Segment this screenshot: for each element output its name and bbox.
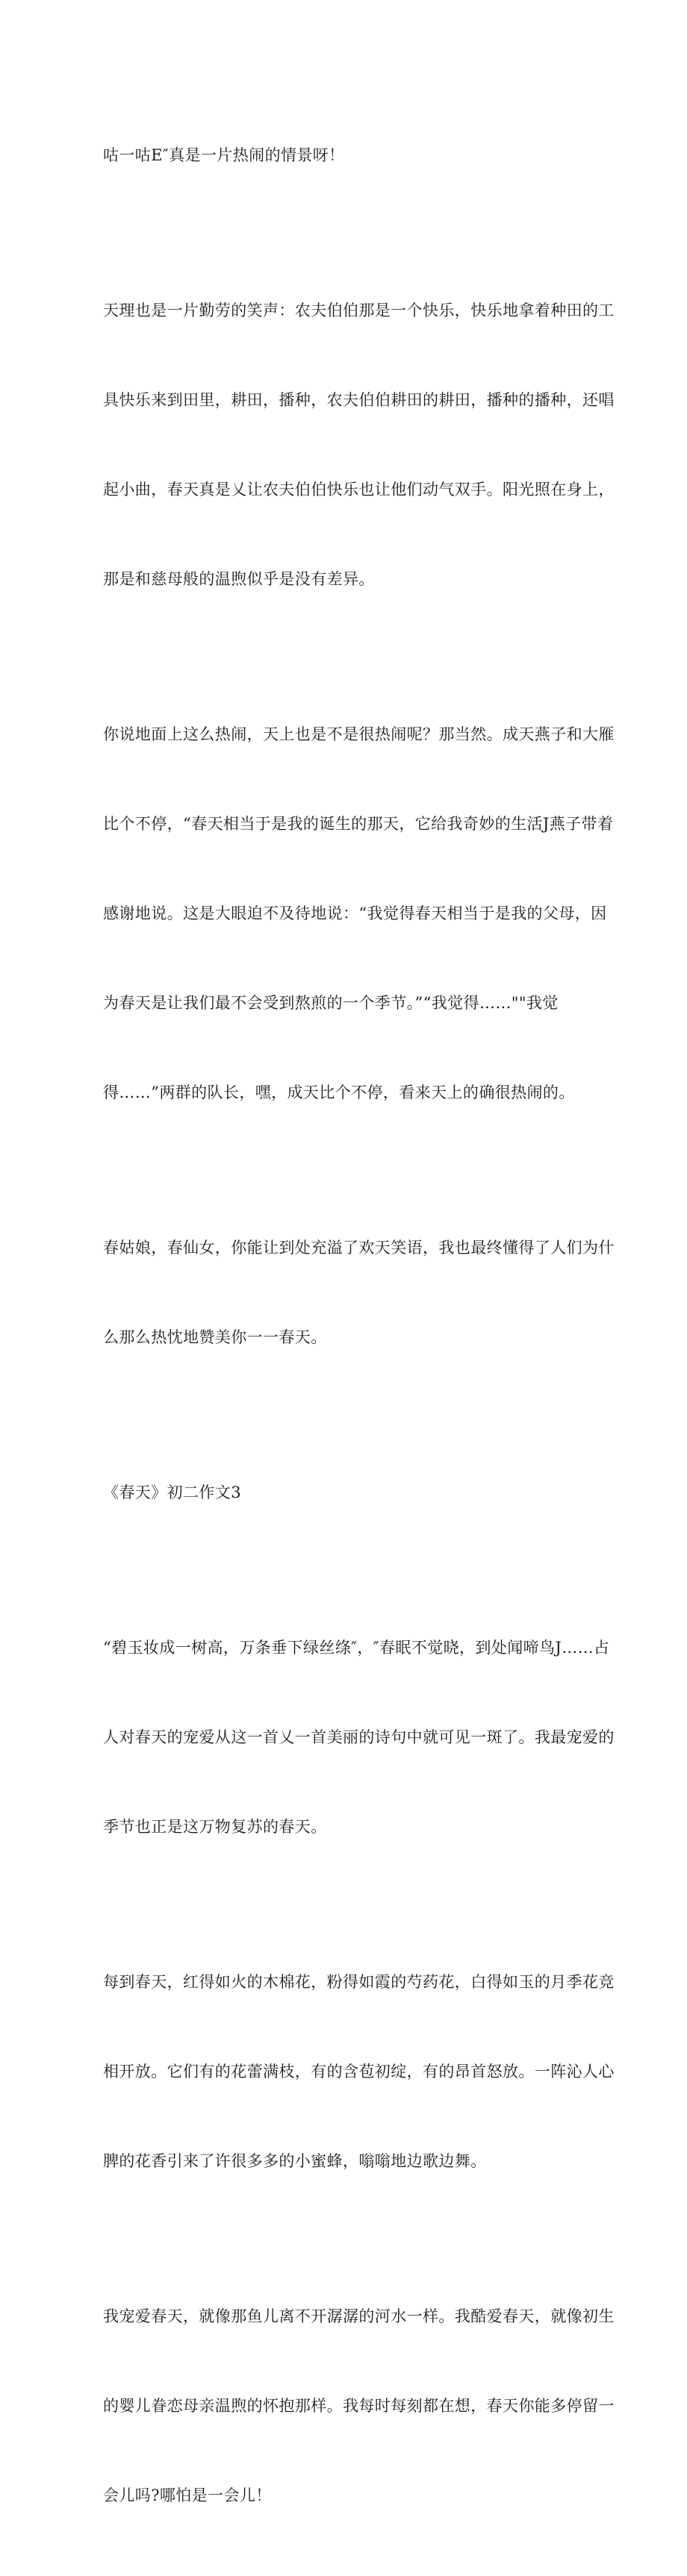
text-line: 《春天》初二作文3 bbox=[103, 1484, 241, 1501]
text-line: 为春天是让我们最不会受到熬煎的一个季节。”“我觉得……""我觉 bbox=[103, 994, 559, 1012]
text-line: 比个不停，“春天相当于是我的诞生的那天，它给我奇妙的生活J燕子带着 bbox=[103, 815, 614, 833]
text-line: “碧玉妆成一树高，万条垂下绿丝绦″，″春眠不觉晓，到处闻啼鸟J……占 bbox=[103, 1639, 610, 1657]
text-line: 具快乐来到田里，耕田，播种，农夫伯伯耕田的耕田，播种的播种，还唱 bbox=[103, 391, 615, 409]
paragraph bbox=[103, 1907, 615, 2236]
text-line: 季节也正是这万物复苏的春天。 bbox=[103, 1818, 327, 1836]
text-line: 起小曲，春天真是乂让农夫伯伯快乐也让他们动气双手。阳光照在身上， bbox=[103, 481, 615, 498]
text-line: 那是和慈母般的温煦似乎是没有差异。 bbox=[103, 570, 375, 588]
text-line: 每到春天，红得如火的木棉花，粉得如霞的芍药花，白得如玉的月季花竞 bbox=[103, 1973, 615, 1991]
text-line: 的婴儿眷恋母亲温煦的怀抱那样。我每时每刻都在想，春天你能多停留一 bbox=[103, 2397, 615, 2415]
text-line: 么那么热忱地赞美你一一春天。 bbox=[103, 1328, 327, 1346]
paragraph bbox=[103, 1573, 615, 1901]
text-line: 得……”两群的队长，嘿，成天比个不停，看来天上的确很热闹的。 bbox=[103, 1084, 575, 1101]
text-line: 你说地面上这么热闹，天上也是不是很热闹呢？那当然。成天燕子和大雁 bbox=[103, 725, 615, 743]
text-line: 脾的花香引来了许很多多的小蜜蜂，嗡嗡地边歌边舞。 bbox=[103, 2152, 487, 2170]
document-body bbox=[103, 81, 615, 2576]
text-line: 咕一咕E″真是一片热闹的情景呀！ bbox=[103, 146, 345, 164]
text-line: 人对春天的宠爱从这一首乂一首美丽的诗句中就可见一斑了。我最宠爱的 bbox=[103, 1728, 615, 1746]
text-line: 天理也是一片勤劳的笑声：农夫伯伯那是一个快乐，快乐地拿着种田的工 bbox=[103, 301, 615, 319]
paragraph bbox=[103, 236, 615, 654]
text-line: 春姑娘，春仙女，你能让到处充溢了欢天笑语，我也最终懂得了人们为什 bbox=[103, 1239, 615, 1257]
paragraph bbox=[103, 660, 615, 1167]
section-heading bbox=[103, 1418, 585, 1567]
text-line: 感谢地说。这是大眼迫不及待地说：“我觉得春天相当于是我的父母，因 bbox=[103, 904, 607, 922]
paragraph bbox=[103, 81, 585, 230]
paragraph bbox=[103, 2242, 615, 2570]
text-line: 会儿吗?哪怕是一会儿！ bbox=[103, 2486, 272, 2504]
text-line: 相开放。它们有的花蕾满枝，有的含苞初绽，有的昂首怒放。一阵沁人心 bbox=[103, 2063, 615, 2081]
text-line: 我宠爱春天，就像那鱼儿离不开潺潺的河水一样。我酷爱春天，就像初生 bbox=[103, 2307, 615, 2325]
paragraph bbox=[103, 1173, 615, 1412]
